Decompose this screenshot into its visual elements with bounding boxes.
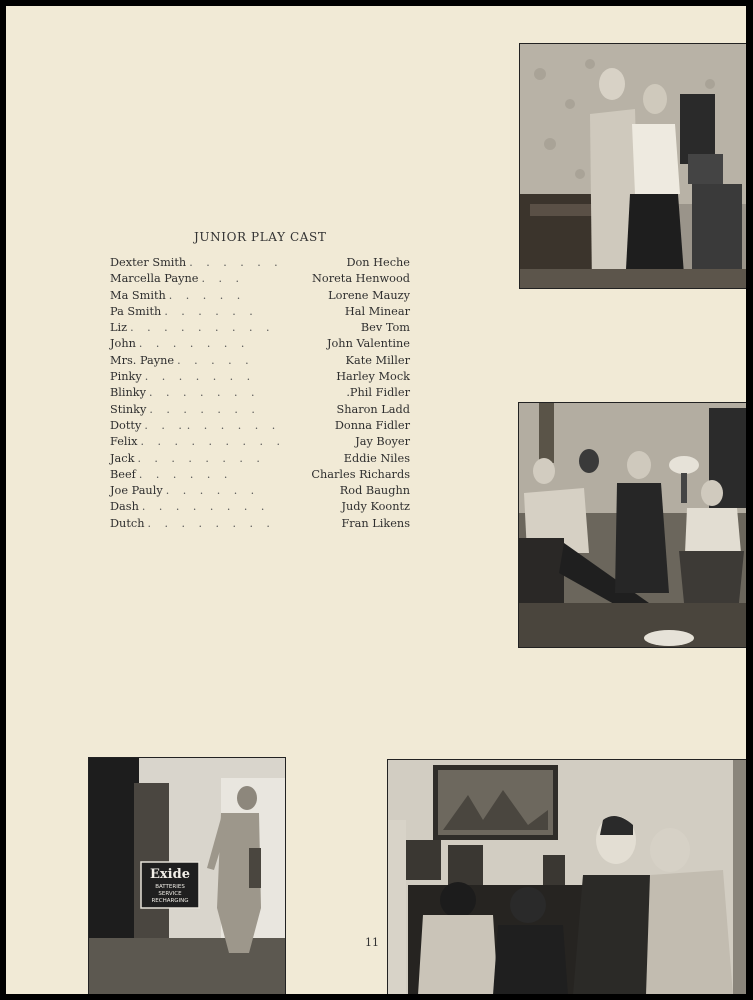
- cast-actor: Sharon Ladd: [336, 402, 410, 416]
- cast-role: Blinky: [110, 386, 147, 400]
- cast-actor: Bev Tom: [360, 321, 410, 335]
- page-number: 11: [365, 936, 379, 949]
- cast-role: Pa Smith: [110, 304, 162, 318]
- cast-role: Felix: [110, 435, 138, 449]
- cast-actor: Hal Minear: [344, 304, 410, 318]
- cast-list: [110, 256, 410, 533]
- cast-leader-dots: . . .. . . . . .: [144, 418, 281, 432]
- cast-actor: John Valentine: [326, 337, 410, 351]
- cast-role: Stinky: [110, 402, 147, 416]
- cast-row: [110, 452, 410, 468]
- cast-actor: Charles Richards: [311, 467, 410, 481]
- yearbook-page: [6, 6, 746, 994]
- cast-role: Dexter Smith: [110, 256, 187, 269]
- cast-actor: Don Heche: [346, 256, 410, 269]
- cast-row: [110, 272, 410, 288]
- cast-leader-dots: . . . . . . . .: [137, 451, 265, 465]
- cast-role: Dotty: [110, 418, 142, 432]
- cast-leader-dots: . . .: [201, 272, 244, 286]
- cast-row: [110, 435, 410, 451]
- cast-role: Ma Smith: [110, 288, 166, 302]
- cast-leader-dots: . . . . . .: [165, 484, 260, 498]
- cast-actor: Lorene Mauzy: [328, 288, 410, 302]
- cast-row: [110, 337, 410, 353]
- cast-actor: Noreta Henwood: [312, 272, 410, 286]
- cast-role: Marcella Payne: [110, 272, 199, 286]
- cast-leader-dots: . . . . . .: [164, 304, 258, 318]
- cast-actor: Eddie Niles: [343, 451, 410, 465]
- photo-man-exide-sign: [88, 757, 286, 994]
- cast-actor: Rod Baughn: [339, 484, 410, 498]
- cast-role: Joe Pauly: [110, 484, 163, 498]
- cast-leader-dots: . . . . . . .: [149, 402, 260, 416]
- cast-leader-dots: . . . . .: [177, 353, 254, 367]
- cast-actor: .Phil Fidler: [346, 386, 410, 400]
- photo-group-seated: [518, 402, 746, 648]
- sign-line-2: SERVICE: [158, 891, 182, 897]
- cast-row: [110, 484, 410, 500]
- cast-actor: Harley Mock: [336, 370, 410, 384]
- cast-row: [110, 256, 410, 272]
- exide-sign: [141, 862, 199, 908]
- photo-piano-group: [387, 759, 746, 994]
- cast-actor: Donna Fidler: [334, 418, 410, 432]
- cast-row: [110, 468, 410, 484]
- cast-row: [110, 370, 410, 386]
- cast-row: [110, 289, 410, 305]
- cast-leader-dots: . . . . . . . . .: [140, 435, 285, 449]
- sign-line-1: BATTERIES: [155, 884, 185, 890]
- cast-actor: Kate Miller: [345, 353, 410, 367]
- cast-role: Liz: [110, 321, 128, 335]
- cast-row: [110, 386, 410, 402]
- cast-leader-dots: . . . . . . . . .: [130, 321, 275, 335]
- cast-row: [110, 403, 410, 419]
- cast-role: Beef: [110, 467, 136, 481]
- cast-row: [110, 517, 410, 533]
- cast-leader-dots: . . . . . . .: [149, 386, 260, 400]
- cast-actor: Fran Likens: [341, 516, 410, 530]
- cast-actor: Jay Boyer: [355, 435, 410, 449]
- cast-role: Pinky: [110, 370, 142, 384]
- cast-row: [110, 305, 410, 321]
- sign-line-3: RECHARGING: [151, 898, 189, 904]
- cast-row: [110, 500, 410, 516]
- cast-leader-dots: . . . . . . . .: [141, 500, 270, 514]
- photo-couple-dancing: [519, 43, 746, 289]
- cast-leader-dots: . . . . . . .: [144, 370, 256, 384]
- cast-row: [110, 419, 410, 435]
- cast-leader-dots: . . . . . . .: [138, 337, 250, 351]
- cast-role: Mrs. Payne: [110, 353, 175, 367]
- cast-leader-dots: . . . . .: [168, 288, 246, 302]
- sign-brand: Exide: [150, 867, 190, 882]
- cast-actor: Judy Koontz: [341, 500, 410, 514]
- cast-leader-dots: . . . . . . . .: [147, 516, 275, 530]
- cast-role: Dutch: [110, 516, 145, 530]
- cast-leader-dots: . . . . . .: [189, 256, 283, 269]
- cast-role: Jack: [110, 451, 135, 465]
- cast-role: Dash: [110, 500, 139, 514]
- cast-row: [110, 354, 410, 370]
- cast-row: [110, 321, 410, 337]
- cast-leader-dots: . . . . . .: [138, 467, 233, 481]
- cast-title: JUNIOR PLAY CAST: [194, 230, 327, 244]
- cast-role: John: [110, 337, 136, 351]
